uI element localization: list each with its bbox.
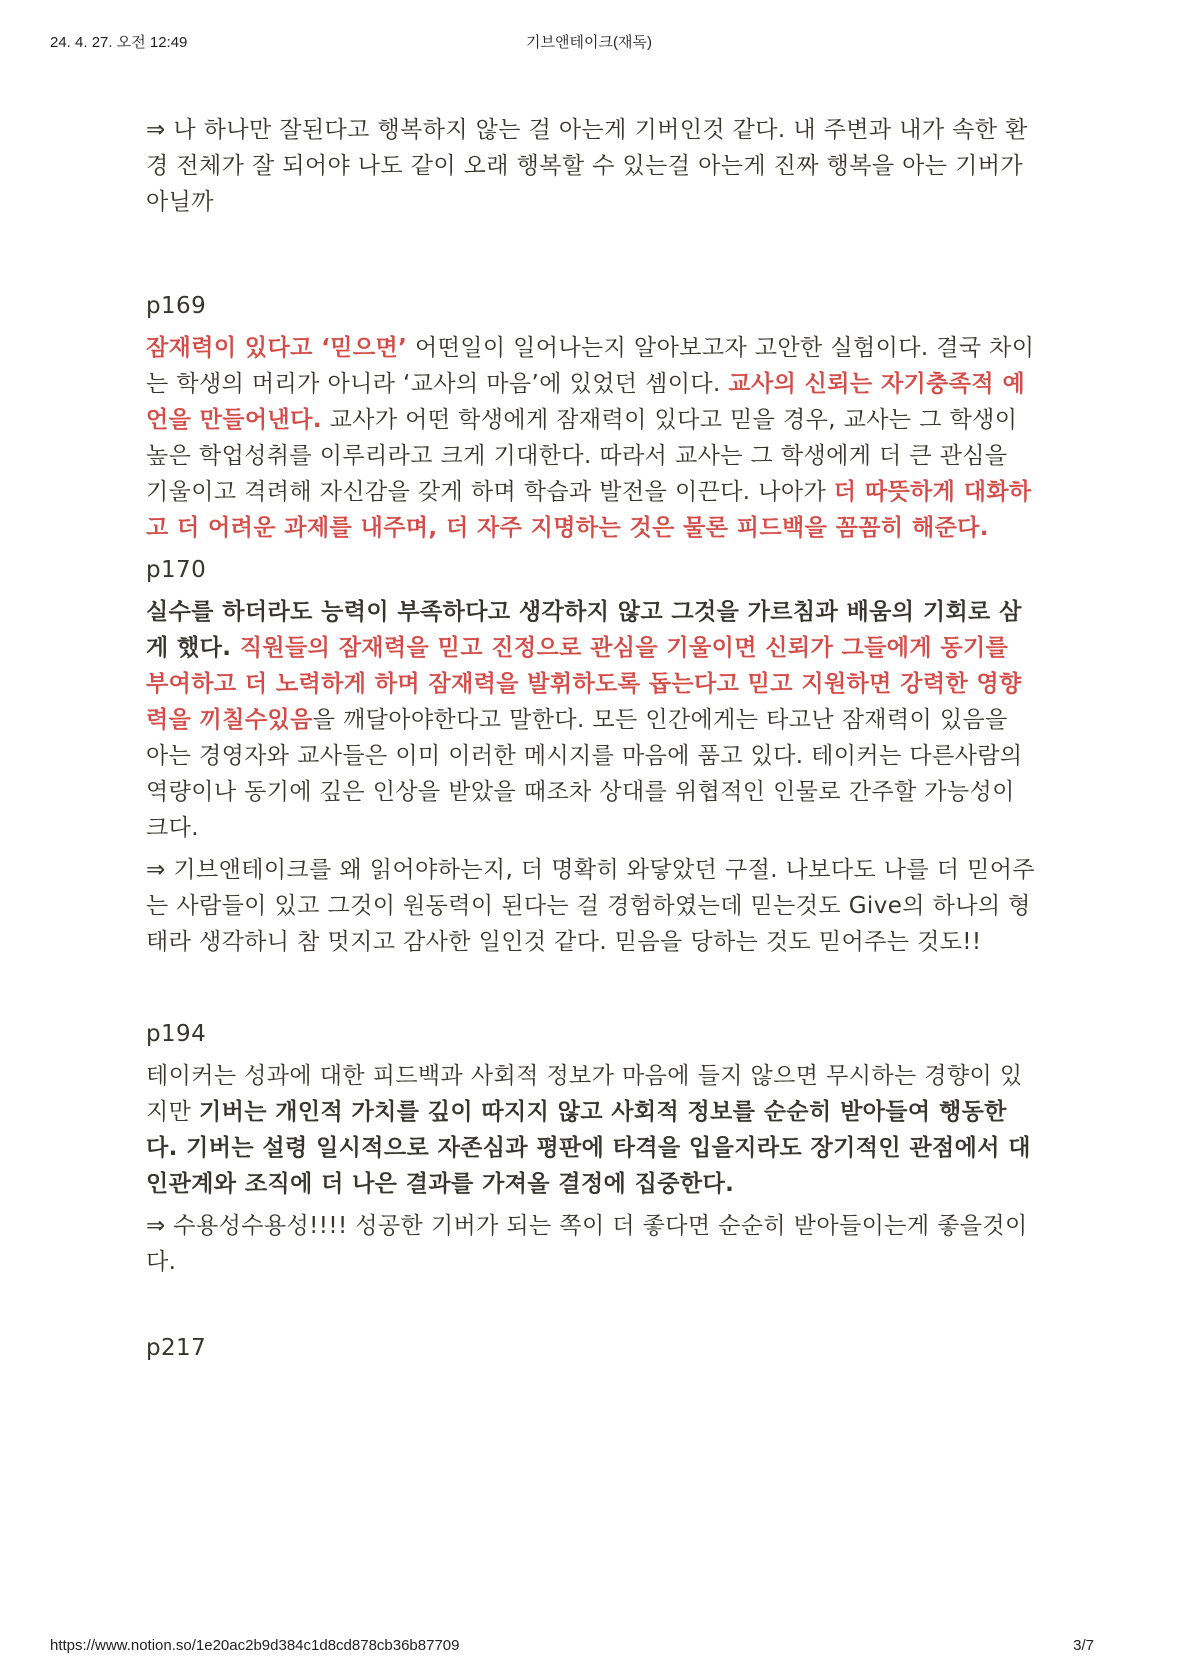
body-text: 을 깨달아야한다고 말한다. 모든 인간에게는 타고난 잠재력이 있음을 아는 경영자와 교사들은 이미 이러한 메시지를 마음에 품고 있다. 테이커는 다른사람의 역량이나 동기에 깊은 인상을 받았을 때조차 상대를 위협적인 인물로 간주할 가능성이 크다. [146, 707, 1023, 841]
highlight-text: 잠재력이 있다고 ‘믿으면’ [146, 335, 408, 361]
note-p194: ⇒ 수용성수용성!!!! 성공한 기버가 되는 쪽이 더 좋다면 순순히 받아들이는게 좋을것이다. [146, 1213, 1028, 1275]
page-label-p217: p217 [146, 1335, 207, 1361]
quote-p170 [146, 594, 1036, 846]
intro-note: ⇒ 나 하나만 잘된다고 행복하지 않는 걸 아는게 기버인것 같다. 내 주변과 내가 속한 환경 전체가 잘 되어야 나도 같이 오래 행복할 수 있는걸 아는게 진짜 행복을 아는 기버가 아닐까 [146, 117, 1028, 215]
page-content [146, 112, 1036, 1366]
page-number: 3/7 [1073, 1637, 1094, 1654]
page-label-p170: p170 [146, 557, 207, 583]
body-text: 테이커는 성과에 대한 피드백과 사회적 정보가 마음에 들지 않으면 무시하는 경향이 있지만 [146, 1063, 1023, 1125]
quote-p194 [146, 1058, 1036, 1202]
print-datetime: 24. 4. 27. 오전 12:49 [50, 34, 188, 51]
page-url: https://www.notion.so/1e20ac2b9d384c1d8cd878cb36b87709 [50, 1637, 460, 1654]
document-title: 기브앤테이크(재독) [526, 34, 652, 51]
page-label-p194: p194 [146, 1021, 207, 1047]
bold-text: 실수를 하더라도 능력이 부족하다고 생각하지 않고 그것을 가르침과 배움의 기회로 삼게 했다. [146, 599, 1022, 661]
quote-p169 [146, 330, 1036, 546]
body-text: 어떤일이 일어나는지 알아보고자 고안한 실험이다. 결국 차이는 학생의 머리가 아니라 ‘교사의 마음’에 있었던 셈이다. [146, 335, 1035, 397]
highlight-text: 직원들의 잠재력을 믿고 진정으로 관심을 기울이면 신뢰가 그들에게 동기를 부여하고 더 노력하게 하며 잠재력을 발휘하도록 돕는다고 믿고 지원하면 강력한 영향력을 끼칠수있음 [146, 635, 1022, 733]
page-label-p169: p169 [146, 293, 207, 319]
highlight-text: 교사의 신뢰는 자기충족적 예언을 만들어낸다. [146, 371, 1026, 433]
bold-text: 기버는 개인적 가치를 깊이 따지지 않고 사회적 정보를 순순히 받아들여 행동한다. 기버는 설령 일시적으로 자존심과 평판에 타격을 입을지라도 장기적인 관점에서 대인관계와 조직에 더 나은 결과를 가져올 결정에 집중한다. [146, 1099, 1031, 1197]
highlight-text: 더 따뜻하게 대화하고 더 어려운 과제를 내주며, 더 자주 지명하는 것은 물론 피드백을 꼼꼼히 해준다. [146, 479, 1032, 541]
note-p170: ⇒ 기브앤테이크를 왜 읽어야하는지, 더 명확히 와닿았던 구절. 나보다도 나를 더 믿어주는 사람들이 있고 그것이 원동력이 된다는 걸 경험하였는데 믿는것도 Give의 하나의 형태라 생각하니 참 멋지고 감사한 일인것 같다. 믿음을 당하는 것도 믿어주는 것도!! [146, 857, 1035, 955]
body-text: 교사가 어떤 학생에게 잠재력이 있다고 믿을 경우, 교사는 그 학생이 높은 학업성취를 이루리라고 크게 기대한다. 따라서 교사는 그 학생에게 더 큰 관심을 기울이고 격려해 자신감을 갖게 하며 학습과 발전을 이끈다. 나아가 [146, 407, 1018, 505]
